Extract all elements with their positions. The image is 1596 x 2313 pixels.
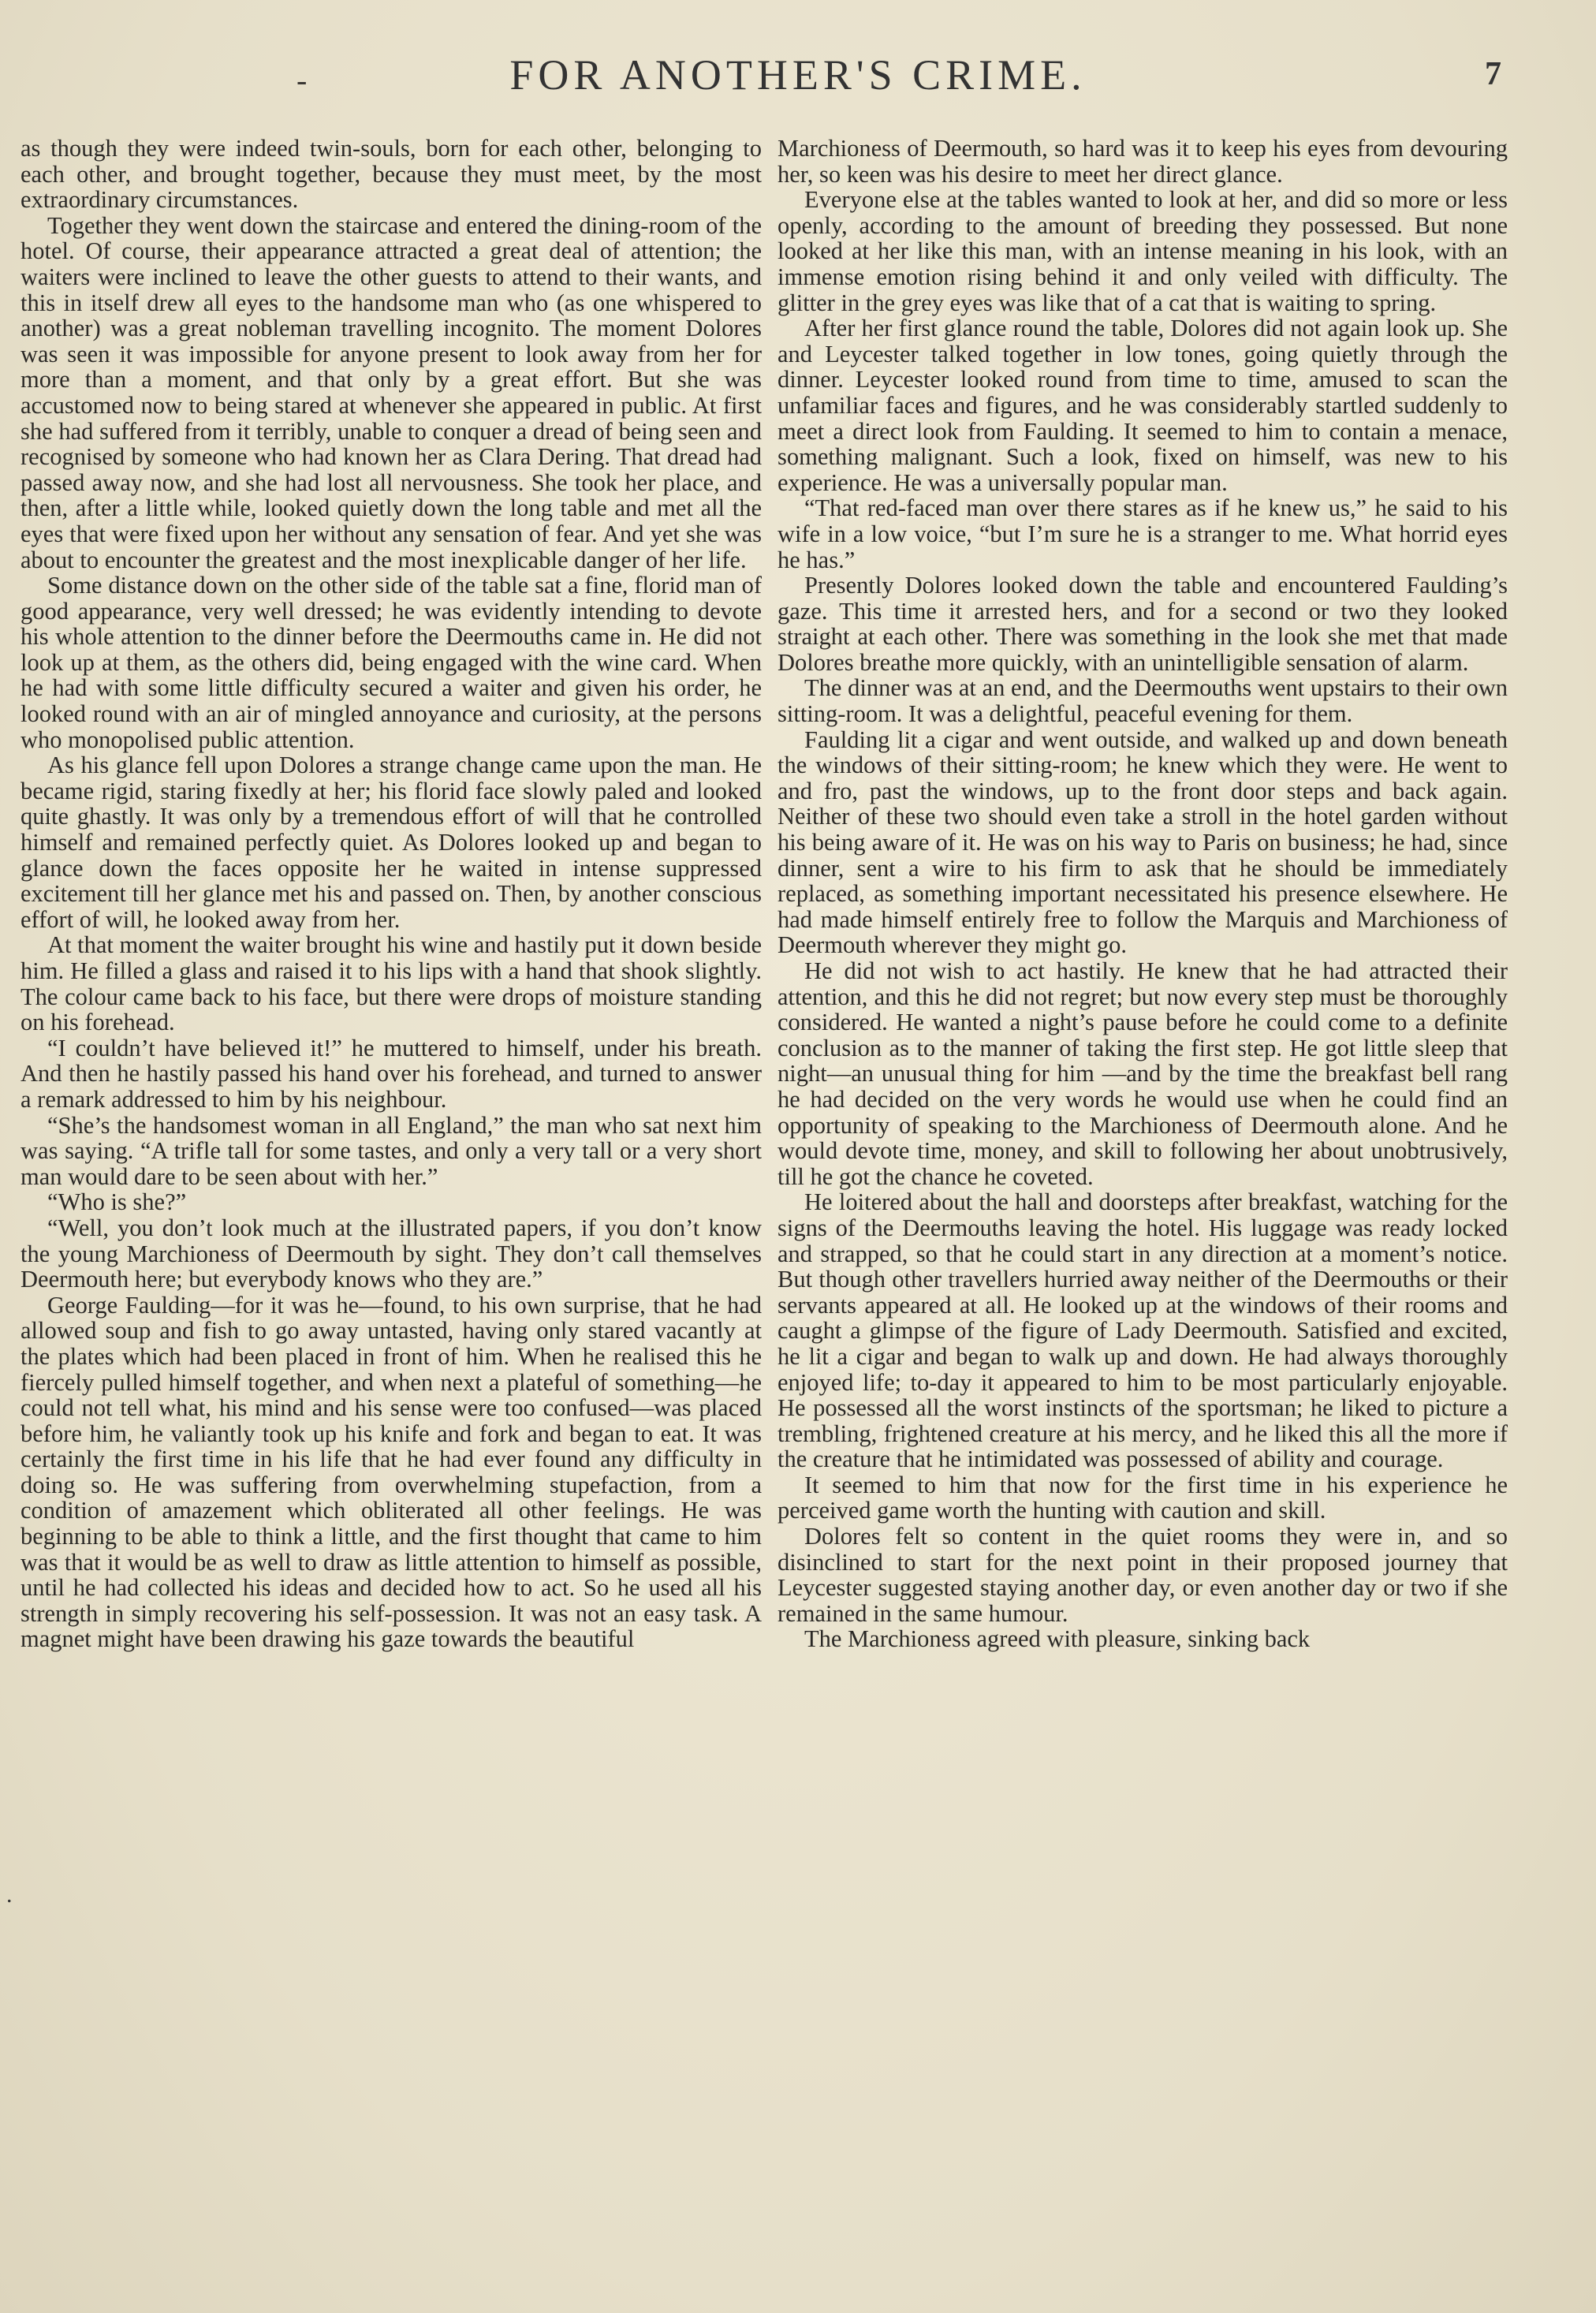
paragraph: Some distance down on the other side of the table sat a fine, florid man of good appearance, very well dressed; he was evidently intending to devote his whole attention to the dinner before the Deermouths came in. He did not look up at them, as the others did, being engaged with the wine card. When he had with some little difficulty secured a waiter and given his order, he looked round with an air of mingled annoyance and curiosity, at the persons who monopolised public attention. — [21, 572, 762, 753]
left-column — [21, 136, 762, 2202]
paragraph: At that moment the waiter brought his wine and hastily put it down beside him. He filled a glass and raised it to his lips with a hand that shook slightly. The colour came back to his face, but there were drops of moisture standing on his forehead. — [21, 931, 762, 1036]
paragraph: George Faulding—for it was he—found, to his own surprise, that he had allowed soup and fish to go away untasted, having only stared vacantly at the plates which had been placed in front of him. When he realised this he fiercely pulled himself together, and when next a plateful of something—he could not tell what, his mind and his sense were too confused—was placed before him, he valiantly took up his knife and fork and began to eat. It was certainly the first time in his life that he had ever found any difficulty in doing so. He was suffering from overwhelming stupefaction, from a condition of amazement which obliterated all other feelings. He was beginning to be able to think a little, and the first thought that came to him was that it would be as well to draw as little attention to himself as possible, until he had collected his ideas and decided how to act. So he used all his strength in simply recovering his self-possession. It was not an easy task. A magnet might have been drawing his gaze towards the beautiful — [21, 1291, 762, 1653]
paragraph: “Who is she?” — [47, 1188, 187, 1216]
margin-mark: . — [6, 1882, 13, 1908]
paragraph: After her first glance round the table, Dolores did not again look up. She and Leycester talked together in low tones, going quietly through the dinner. Leycester looked round from time to time, amused to scan the unfamiliar faces and figures, and he was considerably startled suddenly to meet a direct look from Faulding. It seemed to him to contain a menace, something malignant. Such a look, fixed on himself, was new to his experience. He was a universally popular man. — [777, 315, 1508, 496]
paragraph: Presently Dolores looked down the table and encountered Faulding’s gaze. This time it arrested hers, and for a second or two they looked straight at each other. There was something in the look she met that made Dolores breathe more quickly, with an unintelligible sensation of alarm. — [777, 572, 1508, 676]
header-mark: - — [296, 62, 308, 98]
paragraph: Together they went down the staircase and entered the dining-room of the hotel. Of course, their appearance attracted a great deal of attention; the waiters were inclined to leave the other guests to attend to their wants, and this in itself drew all eyes to the handsome man who (as one whispered to another) was a great nobleman travelling incognito. The moment Dolores was seen it was impossible for anyone present to look away from her for more than a moment, and that only by a great effort. But she was accustomed now to being stared at whenever she appeared in public. At first she had suffered from it terribly, unable to conquer a dread of being seen and recognised by someone who had known her as Clara Dering. That dread had passed away now, and she had lost all nervousness. She took her place, and then, after a little while, looked quietly down the long table and met all the eyes that were fixed upon her without any sensation of fear. And yet she was about to encounter the greatest and the most inexplicable danger of her life. — [21, 211, 762, 573]
paragraph: “I couldn’t have believed it!” he muttered to himself, under his breath. And then he hastily passed his hand over his forehead, and turned to answer a remark addressed to him by his neighbour. — [21, 1034, 762, 1113]
running-head — [0, 50, 1596, 106]
paragraph: Faulding lit a cigar and went outside, and walked up and down beneath the windows of their sitting-room; he knew which they were. He went to and fro, past the windows, up to the front door steps and back again. Neither of these two should even take a stroll in the hotel garden without his being aware of it. He was on his way to Paris on business; he had, since dinner, sent a wire to his firm to ask that he should be immediately replaced, as something important necessitated his presence elsewhere. He had made himself entirely free to follow the Marquis and Marchioness of Deermouth wherever they might go. — [777, 726, 1508, 959]
paragraph: As his glance fell upon Dolores a strange change came upon the man. He became rigid, staring fixedly at her; his florid face slowly paled and looked quite ghastly. It was only by a tremendous effort of will that he controlled himself and remained perfectly quiet. As Dolores looked up and began to glance down the faces opposite her he waited in intense suppressed excitement till her glance met his and passed on. Then, by another conscious effort of will, he looked away from her. — [21, 752, 762, 933]
paragraph: He did not wish to act hastily. He knew that he had attracted their attention, and this he did not regret; but now every step must be thoroughly considered. He wanted a night’s pause before he could come to a definite conclusion as to the manner of taking the first step. He got little sleep that night—an unusual thing for him —and by the time the breakfast bell rang he had decided on the very words he would use when he could find an opportunity of speaking to the Marchioness of Deermouth alone. And he would devote time, money, and skill to following her about unobtrusively, till he got the chance he coveted. — [777, 957, 1508, 1190]
page-number: 7 — [1485, 56, 1501, 92]
paragraph: Dolores felt so content in the quiet rooms they were in, and so disinclined to start for the next point in their proposed journey that Leycester suggested staying another day, or even another day or two if she remained in the same humour. — [777, 1523, 1508, 1627]
paragraph: “She’s the handsomest woman in all England,” the man who sat next him was saying. “A trifle tall for some tastes, and only a very tall or a very short man would dare to be seen about with her.” — [21, 1111, 762, 1190]
paragraph: Everyone else at the tables wanted to look at her, and did so more or less openly, according to the amount of breeding they possessed. But none looked at her like this man, with an intense meaning in his look, with an immense emotion rising behind it and only veiled with difficulty. The glitter in the grey eyes was like that of a cat that is waiting to spring. — [777, 186, 1508, 316]
page-title: FOR ANOTHER'S CRIME. — [509, 51, 1087, 99]
paragraph: Marchioness of Deermouth, so hard was it to keep his eyes from devouring her, so keen was his desire to meet her direct glance. — [777, 136, 1508, 188]
paragraph: It seemed to him that now for the first time in his experience he perceived game worth the hunting with caution and skill. — [777, 1471, 1508, 1524]
right-column — [777, 136, 1508, 2202]
paragraph: The dinner was at an end, and the Deermouths went upstairs to their own sitting-room. It was a delightful, peaceful evening for them. — [777, 674, 1508, 728]
paragraph: He loitered about the hall and doorsteps after breakfast, watching for the signs of the Deermouths leaving the hotel. His luggage was ready locked and strapped, so that he could start in any direction at a moment’s notice. But though other travellers hurried away neither of the Deermouths or their servants appeared at all. He looked up at the windows of their rooms and caught a glimpse of the figure of Lady Deermouth. Satisfied and excited, he lit a cigar and began to walk up and down. He had always thoroughly enjoyed life; to-day it appeared to him to be most particularly enjoyable. He possessed all the worst instincts of the sportsman; he liked to picture a trembling, frightened creature at his mercy, and he liked this all the more if the creature that he intimidated was possessed of ability and courage. — [777, 1188, 1508, 1473]
paragraph: as though they were indeed twin-souls, born for each other, belonging to each other, and brought together, because they must meet, by the most extraordinary circumstances. — [21, 136, 762, 214]
paragraph: “Well, you don’t look much at the illustrated papers, if you don’t know the young Marchioness of Deermouth by sight. They don’t call themselves Deermouth here; but everybody knows who they are.” — [21, 1214, 762, 1293]
paragraph: “That red-faced man over there stares as if he knew us,” he said to his wife in a low voice, “but I’m sure he is a stranger to me. What horrid eyes he has.” — [777, 494, 1508, 573]
paragraph: The Marchioness agreed with pleasure, sinking back — [804, 1625, 1311, 1653]
